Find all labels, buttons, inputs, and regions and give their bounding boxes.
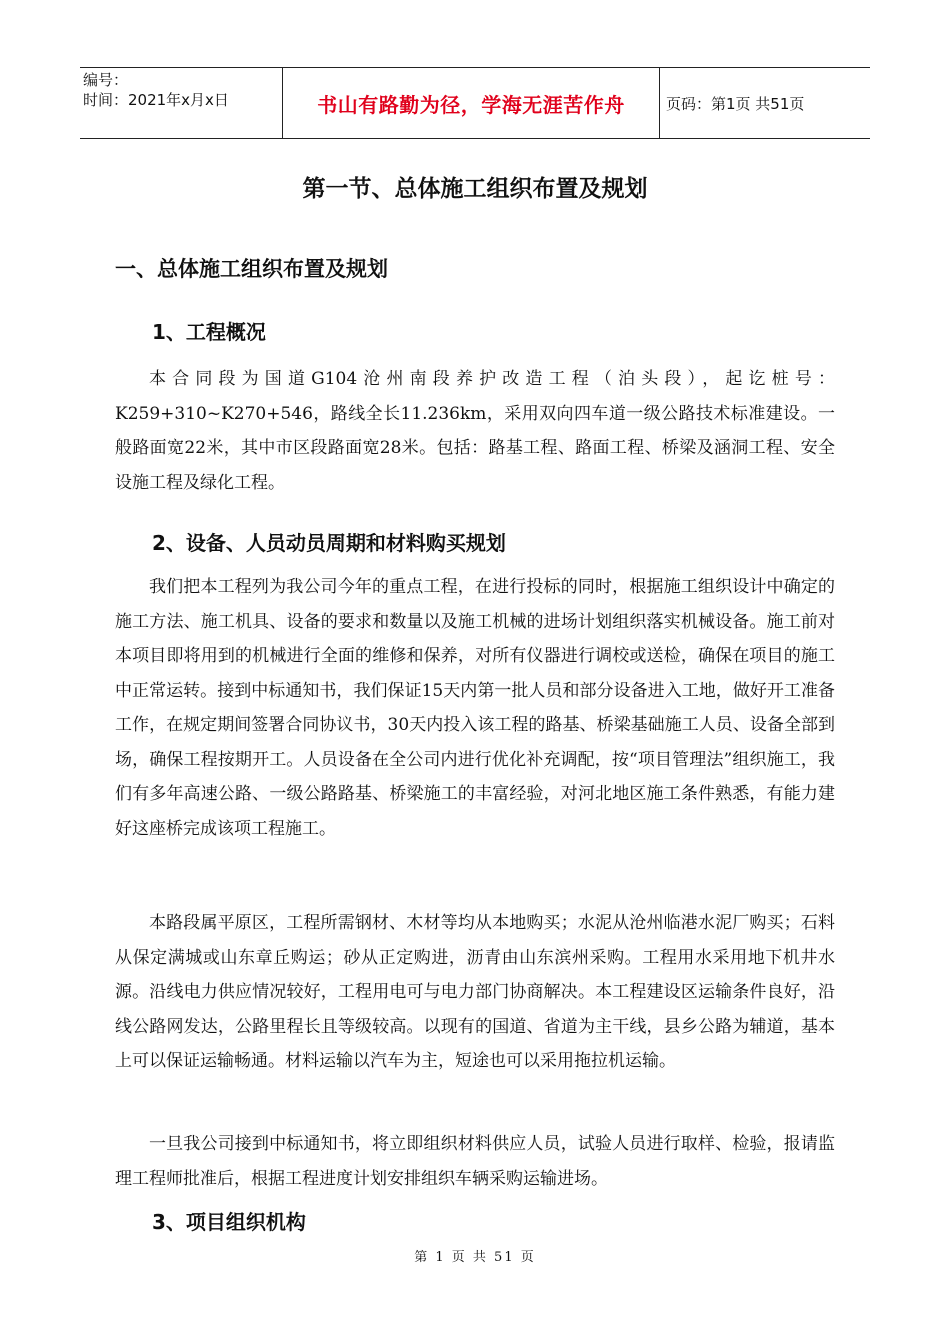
page-header xyxy=(80,67,870,139)
header-meta xyxy=(80,68,283,138)
header-page-info: 页码：第1页 共51页 xyxy=(666,94,805,113)
document-number-label: 编号： xyxy=(83,71,129,89)
paragraph-overview: 本合同段为国道G104沧州南段养护改造工程（泊头段），起讫桩号：K259+310~K270+546，路线全长11.236km，采用双向四车道一级公路技术标准建设。一般路面宽22米，其中市区段路面宽28米。包括：路基工程、路面工程、桥梁及涵洞工程、安全设施工程及绿化工程。 xyxy=(115,369,835,493)
section-heading-1: 一、总体施工组织布置及规划 xyxy=(115,257,388,281)
header-motto-cell xyxy=(283,68,660,138)
page-footer: 第 1 页 共 51 页 xyxy=(414,1250,536,1265)
subsection-heading-overview: 1、工程概况 xyxy=(152,320,266,344)
document-date: 时间：2021年x月x日 xyxy=(83,91,229,109)
paragraph-procurement: 一旦我公司接到中标通知书，将立即组织材料供应人员，试验人员进行取样、检验，报请监理工程师批准后，根据工程进度计划安排组织车辆采购运输进场。 xyxy=(115,1134,835,1189)
header-motto: 书山有路勤为径，学海无涯苦作舟 xyxy=(317,92,625,117)
paragraph-materials: 本路段属平原区，工程所需钢材、木材等均从本地购买；水泥从沧州临港水泥厂购买；石料从保定满城或山东章丘购运；砂从正定购进，沥青由山东滨州采购。工程用水采用地下机井水源。沿线电力供应情况较好，工程用电可与电力部门协商解决。本工程建设区运输条件良好，沿线公路网发达，公路里程长且等级较高。以现有的国道、省道为主干线，县乡公路为辅道，基本上可以保证运输畅通。材料运输以汽车为主，短途也可以采用拖拉机运输。 xyxy=(115,913,835,1071)
subsection-heading-organization: 3、项目组织机构 xyxy=(152,1210,306,1234)
subsection-heading-mobilization: 2、设备、人员动员周期和材料购买规划 xyxy=(152,531,506,555)
paragraph-mobilization: 我们把本工程列为我公司今年的重点工程，在进行投标的同时，根据施工组织设计中确定的施工方法、施工机具、设备的要求和数量以及施工机械的进场计划组织落实机械设备。施工前对本项目即将用到的机械进行全面的维修和保养，对所有仪器进行调校或送检，确保在项目的施工中正常运转。接到中标通知书，我们保证15天内第一批人员和部分设备进入工地，做好开工准备工作，在规定期间签署合同协议书，30天内投入该工程的路基、桥梁基础施工人员、设备全部到场，确保工程按期开工。人员设备在全公司内进行优化补充调配，按“项目管理法”组织施工，我们有多年高速公路、一级公路路基、桥梁施工的丰富经验，对河北地区施工条件熟悉，有能力建好这座桥完成该项工程施工。 xyxy=(115,577,835,839)
page-title: 第一节、总体施工组织布置及规划 xyxy=(302,176,648,202)
